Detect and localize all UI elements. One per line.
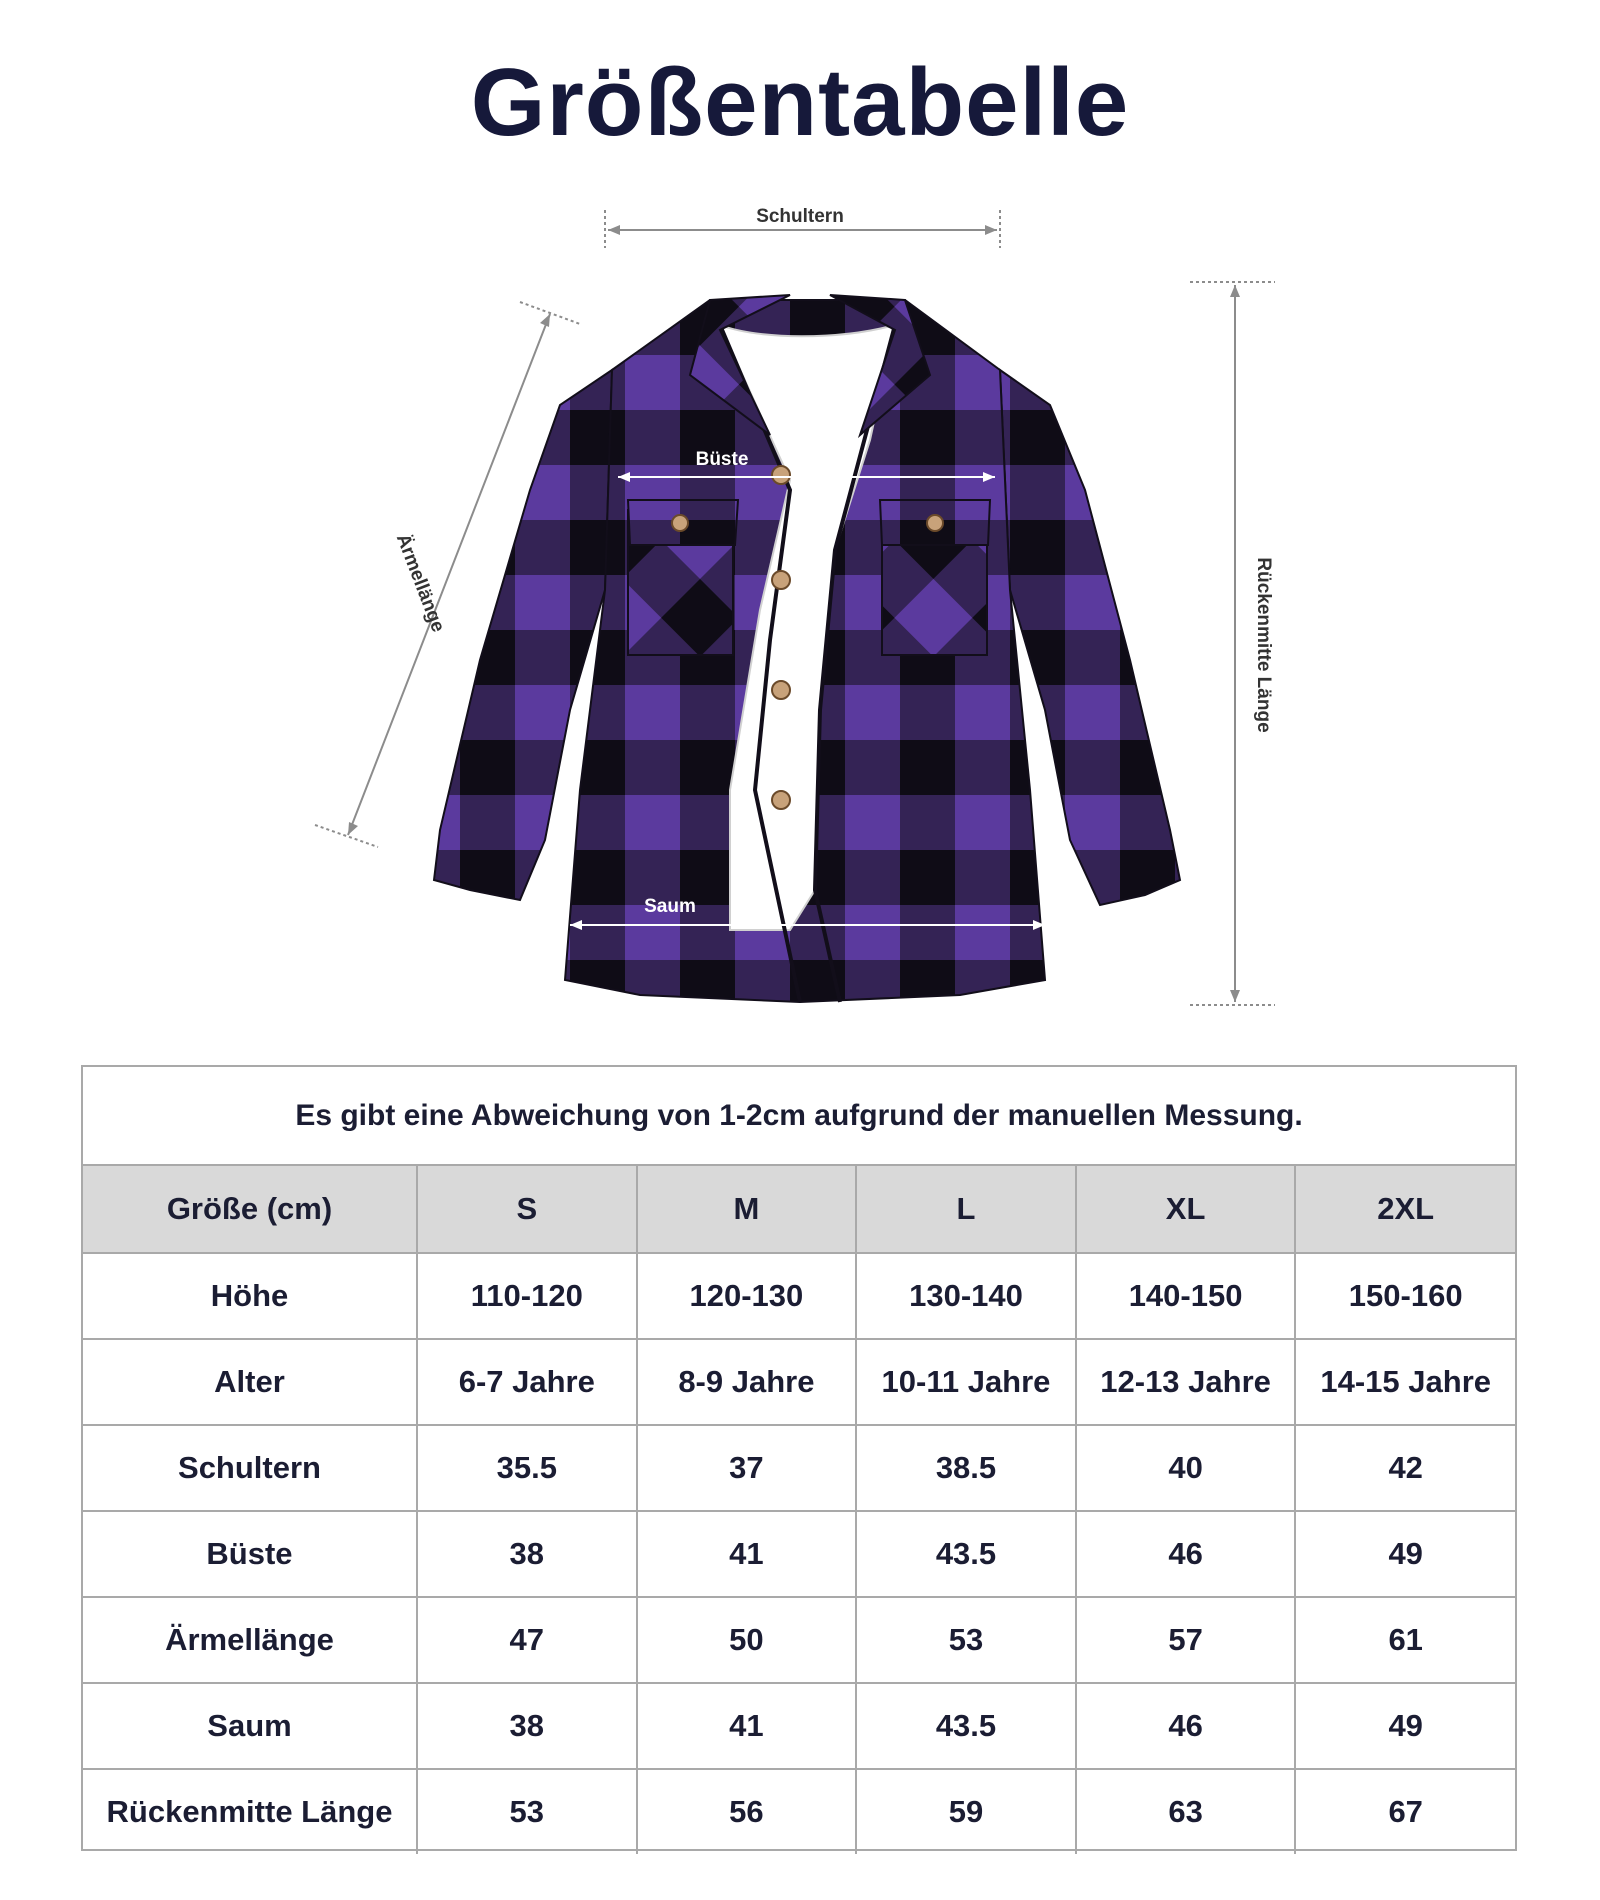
table-cell: 41 bbox=[637, 1511, 857, 1597]
table-row bbox=[83, 1683, 1515, 1769]
table-cell: 63 bbox=[1076, 1769, 1296, 1854]
table-cell: 46 bbox=[1076, 1683, 1296, 1769]
measurement-note: Es gibt eine Abweichung von 1-2cm aufgrund der manuellen Messung. bbox=[83, 1067, 1515, 1166]
header-cell: 2XL bbox=[1295, 1166, 1515, 1253]
table-row bbox=[83, 1425, 1515, 1511]
table-cell: 130-140 bbox=[856, 1253, 1076, 1339]
table-cell: 46 bbox=[1076, 1511, 1296, 1597]
header-cell: M bbox=[637, 1166, 857, 1253]
table-cell: 38 bbox=[417, 1511, 637, 1597]
table-cell: 53 bbox=[856, 1597, 1076, 1683]
table-cell: 57 bbox=[1076, 1597, 1296, 1683]
table-cell: 43.5 bbox=[856, 1511, 1076, 1597]
table-cell: 37 bbox=[637, 1425, 857, 1511]
table-cell: 59 bbox=[856, 1769, 1076, 1854]
table-cell: 14-15 Jahre bbox=[1295, 1339, 1515, 1425]
table-cell: 35.5 bbox=[417, 1425, 637, 1511]
table-cell: 8-9 Jahre bbox=[637, 1339, 857, 1425]
size-table bbox=[83, 1166, 1515, 1854]
table-cell: 56 bbox=[637, 1769, 857, 1854]
table-cell: 12-13 Jahre bbox=[1076, 1339, 1296, 1425]
table-cell: 41 bbox=[637, 1683, 857, 1769]
row-label: Rückenmitte Länge bbox=[83, 1769, 417, 1854]
table-header-row bbox=[83, 1166, 1515, 1253]
table-cell: 110-120 bbox=[417, 1253, 637, 1339]
table-cell: 10-11 Jahre bbox=[856, 1339, 1076, 1425]
shoulders-measure bbox=[605, 206, 1000, 248]
hem-label: Saum bbox=[644, 896, 696, 917]
back-length-label: Rückenmitte Länge bbox=[1253, 557, 1274, 733]
table-cell: 50 bbox=[637, 1597, 857, 1683]
page-title: Größentabelle bbox=[470, 49, 1130, 156]
measurement-diagram bbox=[0, 190, 1600, 1040]
header-cell: L bbox=[856, 1166, 1076, 1253]
shirt-illustration bbox=[434, 295, 1180, 1002]
table-cell: 49 bbox=[1295, 1683, 1515, 1769]
header-cell: S bbox=[417, 1166, 637, 1253]
table-cell: 53 bbox=[417, 1769, 637, 1854]
header-cell: XL bbox=[1076, 1166, 1296, 1253]
back-length-measure bbox=[1190, 282, 1275, 1005]
row-label: Schultern bbox=[83, 1425, 417, 1511]
table-row bbox=[83, 1253, 1515, 1339]
table-cell: 43.5 bbox=[856, 1683, 1076, 1769]
shoulders-label: Schultern bbox=[756, 206, 844, 227]
row-label: Alter bbox=[83, 1339, 417, 1425]
table-cell: 67 bbox=[1295, 1769, 1515, 1854]
table-cell: 120-130 bbox=[637, 1253, 857, 1339]
row-label: Höhe bbox=[83, 1253, 417, 1339]
table-cell: 61 bbox=[1295, 1597, 1515, 1683]
table-row bbox=[83, 1597, 1515, 1683]
row-label: Saum bbox=[83, 1683, 417, 1769]
table-cell: 6-7 Jahre bbox=[417, 1339, 637, 1425]
table-cell: 38.5 bbox=[856, 1425, 1076, 1511]
table-row bbox=[83, 1339, 1515, 1425]
table-cell: 49 bbox=[1295, 1511, 1515, 1597]
table-cell: 47 bbox=[417, 1597, 637, 1683]
table-row bbox=[83, 1769, 1515, 1854]
table-row bbox=[83, 1511, 1515, 1597]
size-chart-table bbox=[81, 1065, 1517, 1851]
table-cell: 40 bbox=[1076, 1425, 1296, 1511]
row-label: Ärmellänge bbox=[83, 1597, 417, 1683]
sleeve-label: Ärmellänge bbox=[391, 530, 449, 636]
table-cell: 38 bbox=[417, 1683, 637, 1769]
bust-label: Büste bbox=[695, 449, 749, 470]
table-cell: 140-150 bbox=[1076, 1253, 1296, 1339]
header-cell: Größe (cm) bbox=[83, 1166, 417, 1253]
table-cell: 42 bbox=[1295, 1425, 1515, 1511]
row-label: Büste bbox=[83, 1511, 417, 1597]
table-cell: 150-160 bbox=[1295, 1253, 1515, 1339]
